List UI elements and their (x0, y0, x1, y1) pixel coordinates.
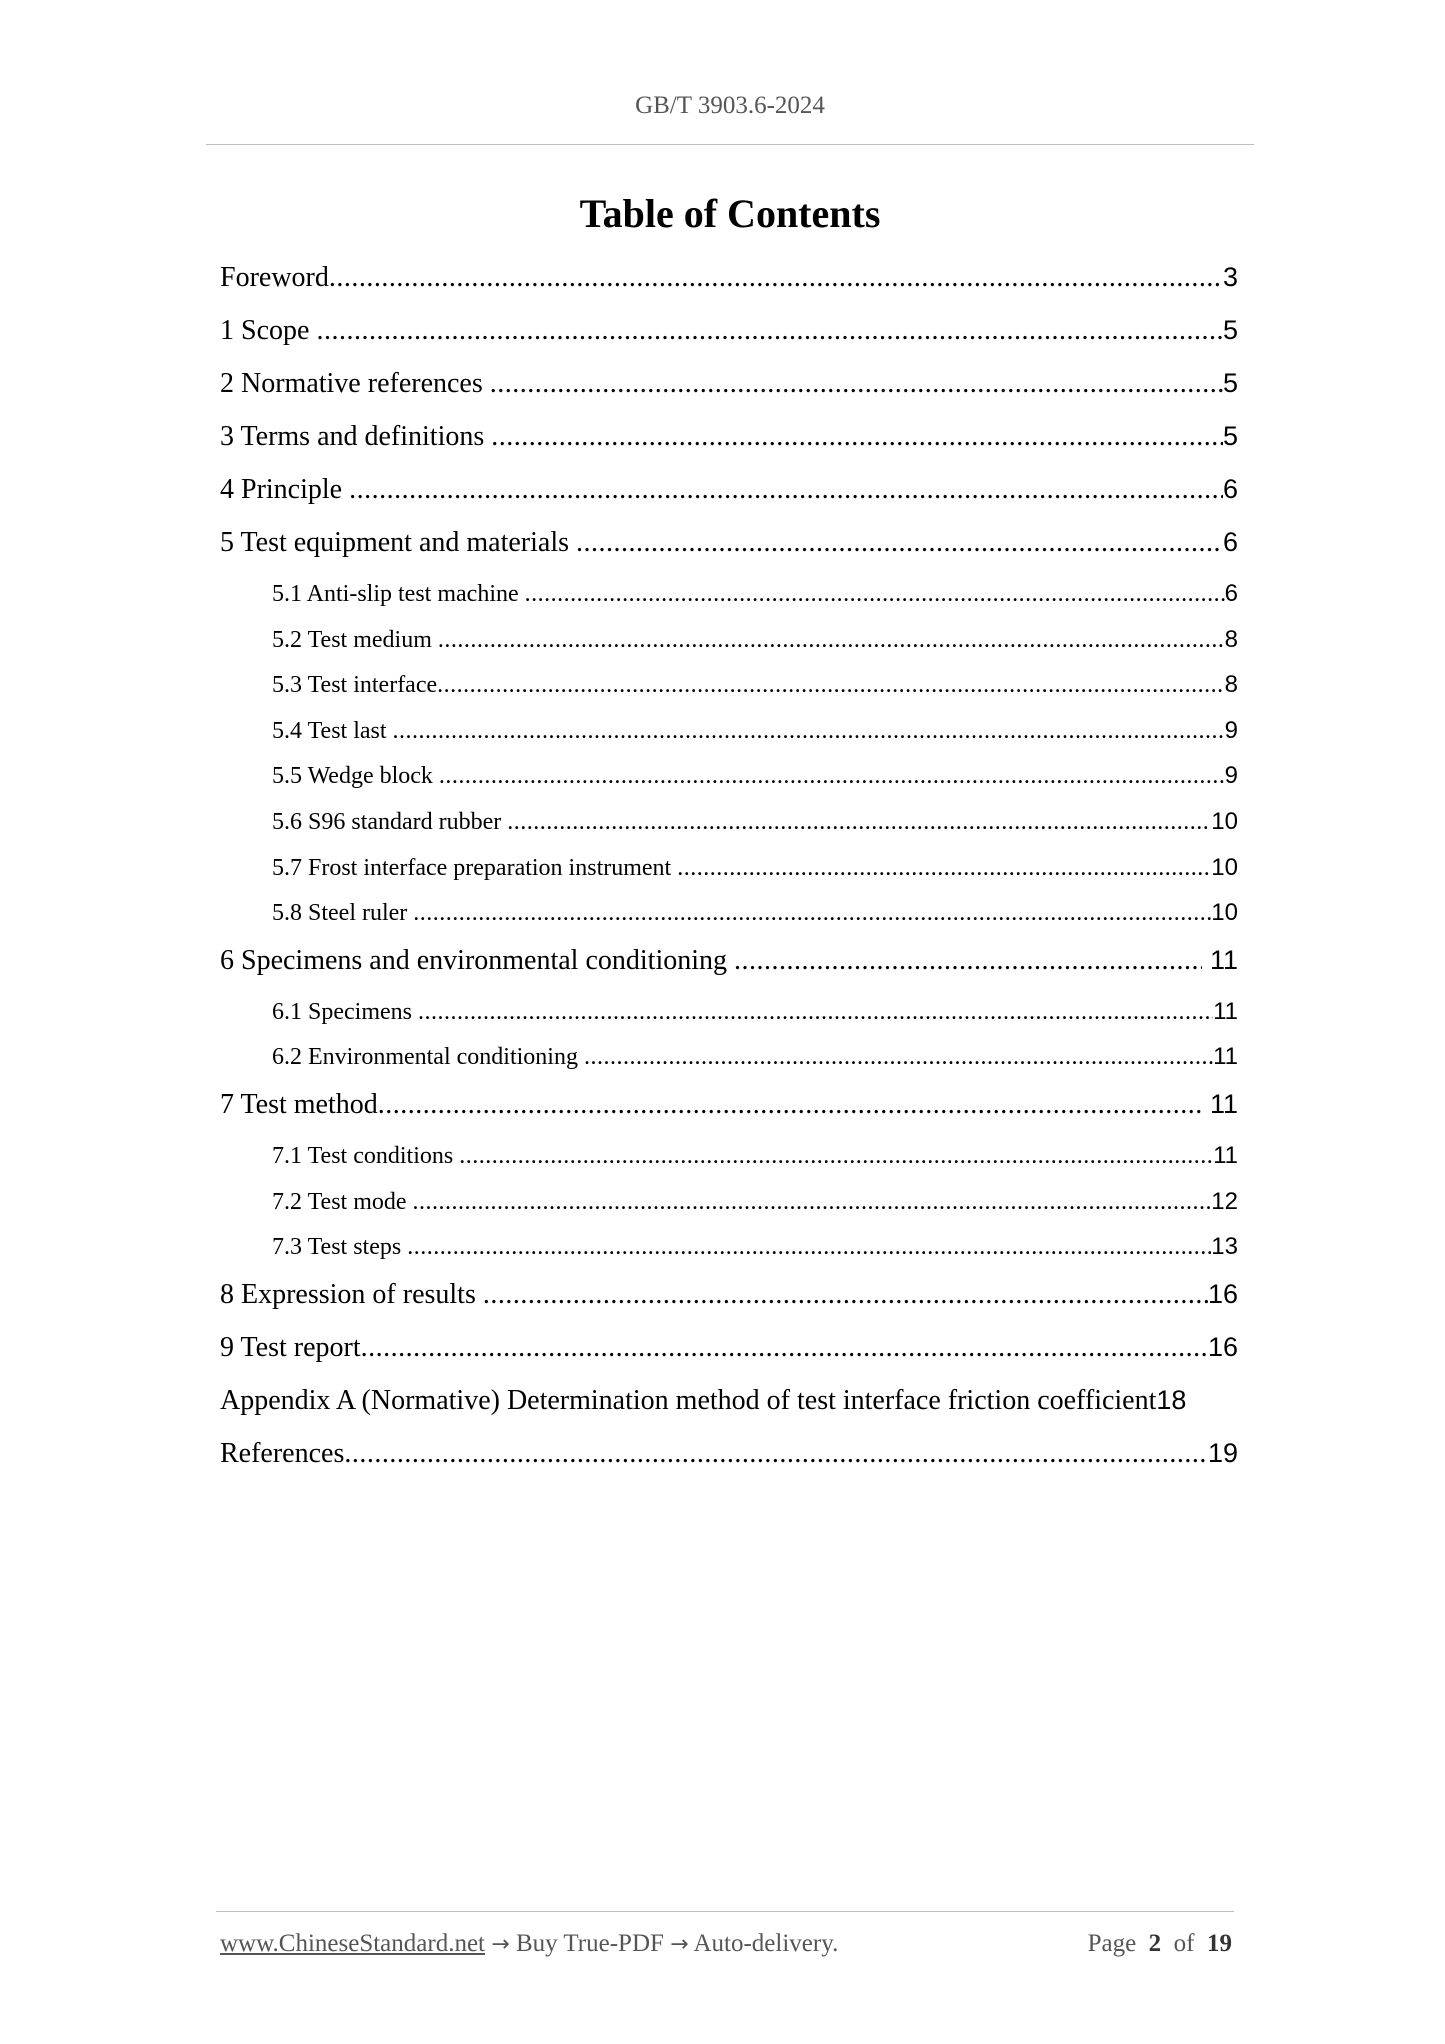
toc-dot-leader (413, 1189, 1212, 1216)
toc-entry[interactable] (220, 1279, 1238, 1332)
toc-entry-page: 5 (1222, 315, 1238, 345)
toc-entry-label: 5.5 Wedge block (272, 763, 439, 790)
toc-entry[interactable] (220, 998, 1238, 1044)
toc-dot-leader (491, 421, 1223, 453)
toc-dot-leader (316, 315, 1223, 347)
toc-entry-label: 7 Test method (220, 1088, 378, 1120)
toc-dot-leader (361, 1332, 1208, 1364)
toc-entry-label: 6.2 Environmental conditioning (272, 1044, 584, 1071)
toc-entry[interactable] (220, 1332, 1238, 1385)
toc-dot-leader (413, 900, 1211, 927)
toc-entry-page: 11 (1213, 1141, 1238, 1169)
toc-entry-page: 11 (1213, 1043, 1238, 1071)
toc-entry-label: 4 Principle (220, 474, 350, 505)
header-divider (206, 144, 1254, 145)
toc-entry[interactable] (220, 368, 1238, 421)
toc-entry[interactable] (220, 671, 1238, 717)
footer-divider (216, 1911, 1234, 1912)
toc-entry-page: 5 (1222, 368, 1238, 398)
toc-entry[interactable] (220, 1188, 1238, 1234)
toc-entry[interactable] (220, 1089, 1238, 1142)
toc-entry[interactable] (220, 580, 1238, 626)
toc-dot-leader (490, 368, 1223, 400)
arrow-right-icon: → (491, 1932, 510, 1957)
toc-entry-page: 13 (1211, 1233, 1238, 1261)
toc-entry-label: 5.3 Test interface (272, 672, 438, 699)
toc-dot-leader (407, 1234, 1211, 1261)
toc-dot-leader (438, 627, 1225, 654)
toc-dot-leader (329, 262, 1223, 294)
auto-delivery-text: Auto-delivery. (693, 1930, 839, 1957)
toc-entry[interactable] (220, 1438, 1238, 1491)
toc-entry-page: 5 (1222, 421, 1238, 451)
toc-entry-label: 1 Scope (220, 315, 317, 346)
toc-entry-page: 6 (1222, 527, 1238, 557)
toc-entry-page: 16 (1207, 1278, 1238, 1309)
toc-entry[interactable] (220, 1385, 1238, 1438)
page-current: 2 (1148, 1930, 1162, 1957)
toc-entry-page: 6 (1222, 474, 1238, 504)
of-word: of (1173, 1930, 1195, 1957)
toc-dot-leader (344, 1438, 1208, 1470)
toc-entry-label: 5.4 Test last (272, 717, 393, 744)
toc-entry[interactable] (220, 1043, 1238, 1089)
toc-entry-label: 8 Expression of results (220, 1278, 483, 1310)
toc-dot-leader (507, 809, 1211, 836)
toc-entry[interactable] (220, 626, 1238, 672)
toc-entry-page: 8 (1224, 625, 1238, 653)
toc-entry[interactable] (220, 421, 1238, 474)
toc-entry-page: 6 (1224, 580, 1238, 607)
toc-entry[interactable] (220, 262, 1238, 315)
document-code-header: GB/T 3903.6-2024 (635, 92, 825, 119)
toc-entry-page: 10 (1211, 853, 1238, 881)
toc-entry[interactable] (220, 315, 1238, 368)
toc-dot-leader (483, 1279, 1208, 1311)
toc-entry[interactable] (220, 808, 1238, 854)
toc-dot-leader (677, 855, 1211, 882)
toc-entry-page: 18 (1156, 1384, 1187, 1415)
table-of-contents (220, 262, 1238, 1491)
toc-entry[interactable] (220, 899, 1238, 945)
page-indicator (1088, 1930, 1232, 1958)
footer-left (220, 1930, 838, 1958)
toc-entry-page: 19 (1207, 1437, 1238, 1468)
toc-dot-leader (378, 1089, 1203, 1121)
toc-entry-label: 5.1 Anti-slip test machine (272, 581, 525, 607)
toc-entry-page: 9 (1224, 762, 1238, 790)
toc-entry-label: 6 Specimens and environmental conditioning (220, 944, 735, 976)
toc-dot-leader (459, 1143, 1213, 1170)
toc-entry[interactable] (220, 945, 1238, 998)
toc-entry-page: 9 (1224, 716, 1238, 744)
toc-entry[interactable] (220, 717, 1238, 763)
toc-entry-label: 2 Normative references (220, 368, 490, 399)
toc-entry-label: 5.6 S96 standard rubber (272, 808, 508, 835)
toc-entry-label: 7.3 Test steps (272, 1234, 408, 1261)
toc-dot-leader (349, 474, 1223, 506)
toc-entry[interactable] (220, 854, 1238, 900)
toc-dot-leader (584, 1044, 1213, 1071)
toc-entry-page: 11 (1202, 944, 1238, 975)
page-footer (220, 1930, 1232, 1958)
toc-entry-label: Appendix A (Normative) Determination method of test interface friction coefficient (220, 1384, 1157, 1416)
toc-entry-label: 5.7 Frost interface preparation instrument (272, 854, 678, 881)
toc-entry-label: 7.1 Test conditions (272, 1142, 460, 1169)
toc-entry-label: 5.8 Steel ruler (272, 900, 414, 927)
toc-entry-label: 5.2 Test medium (272, 626, 438, 653)
toc-entry-label: 5 Test equipment and materials (220, 527, 576, 558)
toc-entry[interactable] (220, 762, 1238, 808)
toc-entry[interactable] (220, 1233, 1238, 1279)
toc-dot-leader (525, 581, 1225, 608)
toc-entry-label: Foreword (220, 262, 329, 293)
toc-dot-leader (439, 763, 1225, 790)
toc-dot-leader (576, 527, 1223, 559)
page-total: 19 (1207, 1930, 1232, 1957)
toc-entry-page: 16 (1207, 1331, 1238, 1362)
toc-entry-page: 10 (1211, 899, 1238, 927)
toc-dot-leader (734, 945, 1202, 977)
page-title: Table of Contents (579, 191, 881, 236)
toc-entry-page: 8 (1224, 671, 1238, 699)
toc-entry-label: References (220, 1437, 345, 1469)
site-link[interactable]: www.ChineseStandard.net (220, 1930, 485, 1957)
page-word: Page (1087, 1930, 1137, 1957)
toc-entry[interactable] (220, 1142, 1238, 1188)
toc-entry-label: 6.1 Specimens (272, 998, 418, 1025)
toc-entry-page: 3 (1222, 262, 1238, 292)
toc-entry-label: 9 Test report (220, 1331, 361, 1363)
toc-dot-leader (437, 672, 1225, 699)
toc-dot-leader (418, 999, 1213, 1026)
toc-dot-leader (393, 718, 1225, 745)
toc-entry-label: 7.2 Test mode (272, 1188, 413, 1215)
toc-entry-page: 11 (1213, 997, 1238, 1025)
toc-entry-page: 11 (1202, 1088, 1238, 1119)
toc-entry[interactable] (220, 527, 1238, 580)
arrow-right-icon: → (670, 1932, 689, 1957)
toc-entry[interactable] (220, 474, 1238, 527)
buy-true-pdf-text: Buy True-PDF (515, 1930, 664, 1957)
toc-entry-page: 12 (1211, 1187, 1238, 1215)
toc-entry-page: 10 (1211, 807, 1238, 835)
toc-entry-label: 3 Terms and definitions (220, 421, 492, 452)
